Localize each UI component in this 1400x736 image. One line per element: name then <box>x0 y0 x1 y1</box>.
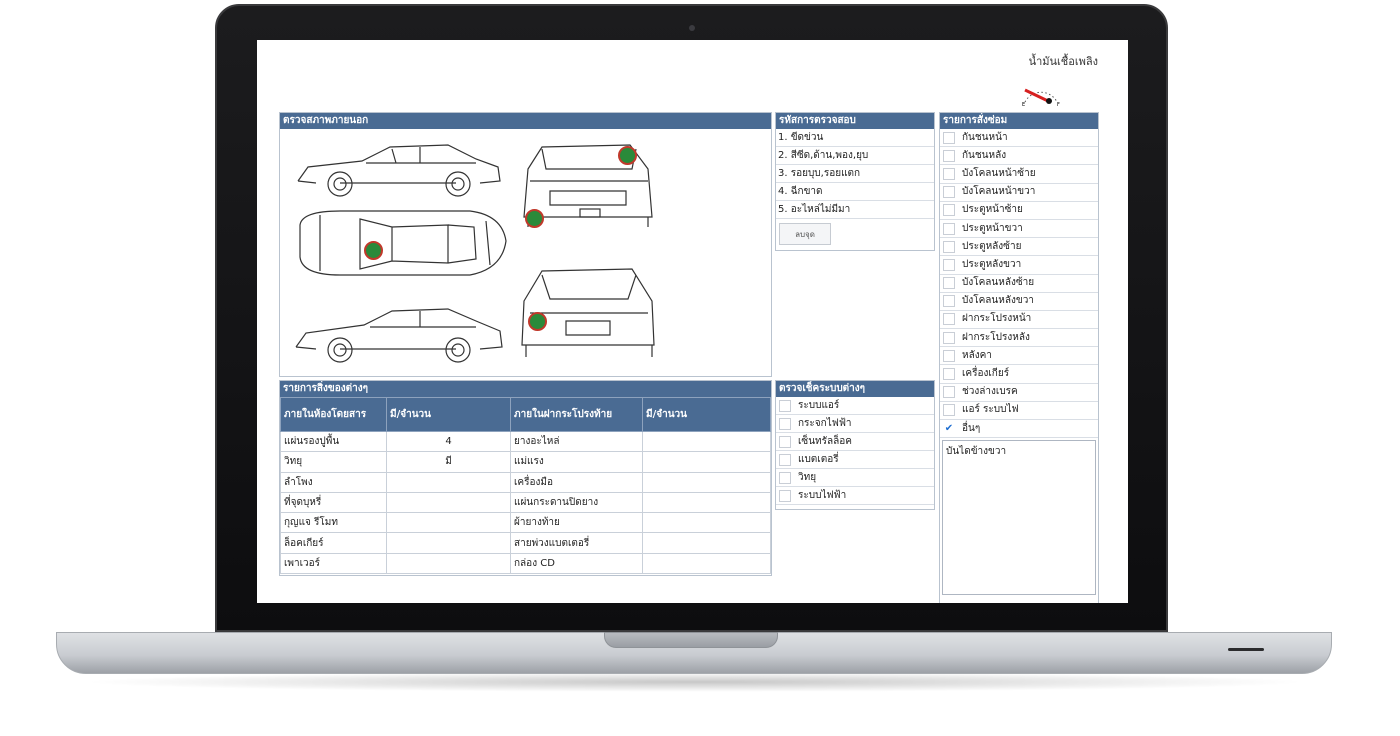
cabin-qty-cell[interactable] <box>387 472 511 492</box>
webcam <box>689 25 695 31</box>
table-row <box>281 432 771 452</box>
table-header-row <box>281 398 771 432</box>
repair-item-label: ประตูหน้าซ้าย <box>962 204 1023 216</box>
trunk-item: กล่อง CD <box>511 553 643 573</box>
system-item-label: ระบบแอร์ <box>798 399 840 411</box>
table-row <box>281 452 771 472</box>
repair-item-label: แอร์ ระบบไฟ <box>962 404 1019 416</box>
checkbox[interactable] <box>943 386 955 398</box>
repair-item[interactable] <box>940 238 1098 256</box>
repair-item[interactable] <box>940 220 1098 238</box>
code-item[interactable]: 1. ขีดข่วน <box>776 129 934 147</box>
system-item-label: แบตเตอรี่ <box>798 453 839 465</box>
laptop-notch <box>604 632 778 648</box>
items-panel <box>279 380 772 576</box>
laptop-shadow <box>80 672 1310 692</box>
trunk-item: แม่แรง <box>511 452 643 472</box>
trunk-qty-cell[interactable] <box>643 472 771 492</box>
car-outline-icon <box>280 129 771 376</box>
checkbox[interactable] <box>943 132 955 144</box>
repair-item[interactable] <box>940 420 1098 438</box>
repair-item[interactable] <box>940 184 1098 202</box>
cabin-item: ล็อคเกียร์ <box>281 533 387 553</box>
system-item[interactable] <box>776 415 934 433</box>
system-item[interactable] <box>776 451 934 469</box>
cabin-qty-cell[interactable] <box>387 492 511 512</box>
repair-item[interactable] <box>940 147 1098 165</box>
code-item[interactable]: 2. สีซีด,ด้าน,พอง,ยุบ <box>776 147 934 165</box>
repair-item-label: ช่วงล่างเบรค <box>962 386 1018 398</box>
trunk-item: ผ้ายางท้าย <box>511 513 643 533</box>
damage-marker[interactable] <box>528 312 547 331</box>
table-row <box>281 472 771 492</box>
system-item-label: วิทยุ <box>798 471 817 483</box>
cabin-qty-cell[interactable]: มี <box>387 452 511 472</box>
damage-marker[interactable] <box>525 209 544 228</box>
repair-item-label: ประตูหลังซ้าย <box>962 240 1022 252</box>
trunk-item: สายพ่วงแบตเตอรี่ <box>511 533 643 553</box>
checkbox[interactable] <box>779 472 791 484</box>
cabin-qty-cell[interactable] <box>387 533 511 553</box>
column-header: ภายในฝากระโปรงท้าย <box>511 398 643 432</box>
repair-item[interactable] <box>940 365 1098 383</box>
exterior-title: ตรวจสภาพภายนอก <box>280 113 771 129</box>
repair-item[interactable] <box>940 329 1098 347</box>
system-check-panel <box>775 380 935 510</box>
checkbox[interactable] <box>943 295 955 307</box>
repair-item[interactable] <box>940 347 1098 365</box>
checkbox[interactable] <box>943 223 955 235</box>
repair-item[interactable] <box>940 311 1098 329</box>
system-item[interactable] <box>776 397 934 415</box>
repair-item[interactable] <box>940 402 1098 420</box>
trunk-qty-cell[interactable] <box>643 492 771 512</box>
checkbox[interactable] <box>779 418 791 430</box>
repair-item[interactable] <box>940 129 1098 147</box>
repair-item-label: บังโคลนหน้าขวา <box>962 186 1036 198</box>
repair-item[interactable] <box>940 202 1098 220</box>
repair-item-label: ประตูหน้าขวา <box>962 222 1023 234</box>
system-item-label: กระจกไฟฟ้า <box>798 417 852 429</box>
cabin-item: วิทยุ <box>281 452 387 472</box>
table-row <box>281 513 771 533</box>
checkbox[interactable] <box>943 186 955 198</box>
trunk-qty-cell[interactable] <box>643 533 771 553</box>
car-diagram[interactable] <box>280 129 771 376</box>
repair-item[interactable] <box>940 256 1098 274</box>
trunk-item: ยางอะไหล่ <box>511 432 643 452</box>
checkbox[interactable] <box>779 436 791 448</box>
cabin-item: ลำโพง <box>281 472 387 492</box>
codes-title: รหัสการตรวจสอบ <box>776 113 934 129</box>
code-item[interactable]: 3. รอยบุบ,รอยแตก <box>776 165 934 183</box>
system-item-label: ระบบไฟฟ้า <box>798 489 847 501</box>
checkbox[interactable] <box>943 277 955 289</box>
trunk-item: เครื่องมือ <box>511 472 643 492</box>
delete-point-button[interactable]: ลบจุด <box>779 223 831 245</box>
checkbox[interactable] <box>943 168 955 180</box>
trunk-item: แผ่นกระดานปิดยาง <box>511 492 643 512</box>
system-item[interactable] <box>776 487 934 505</box>
status-light <box>1228 648 1264 651</box>
repair-item-label: เครื่องเกียร์ <box>962 368 1010 380</box>
repair-item[interactable] <box>940 384 1098 402</box>
trunk-qty-cell[interactable] <box>643 452 771 472</box>
repair-item-label: กันชนหน้า <box>962 131 1008 143</box>
cabin-qty-cell[interactable] <box>387 513 511 533</box>
checkbox[interactable] <box>779 454 791 466</box>
cabin-item: ที่จุดบุหรี่ <box>281 492 387 512</box>
code-item[interactable]: 4. ฉีกขาด <box>776 183 934 201</box>
cabin-item: กุญแจ รีโมท <box>281 513 387 533</box>
items-title: รายการสิ่งของต่างๆ <box>280 381 771 397</box>
checkbox[interactable] <box>943 259 955 271</box>
checkbox[interactable] <box>943 404 955 416</box>
repair-item-label: บังโคลนหน้าซ้าย <box>962 167 1036 179</box>
code-item[interactable]: 5. อะไหล่ไม่มีมา <box>776 201 934 219</box>
repair-item-label: หลังคา <box>962 349 992 361</box>
repair-item[interactable] <box>940 165 1098 183</box>
other-note-textarea[interactable]: บันไดข้างขวา <box>942 440 1096 595</box>
inspection-codes-panel <box>775 112 935 251</box>
checkbox[interactable] <box>943 350 955 362</box>
table-row <box>281 553 771 573</box>
checkbox[interactable] <box>943 332 955 344</box>
system-item[interactable] <box>776 433 934 451</box>
checkbox[interactable] <box>779 490 791 502</box>
cabin-qty-cell[interactable]: 4 <box>387 432 511 452</box>
checkbox[interactable] <box>943 313 955 325</box>
damage-marker[interactable] <box>364 241 383 260</box>
table-row <box>281 492 771 512</box>
trunk-qty-cell[interactable] <box>643 432 771 452</box>
trunk-qty-cell[interactable] <box>643 513 771 533</box>
svg-text:F: F <box>1057 102 1060 106</box>
fuel-label: น้ำมันเชื้อเพลิง <box>1028 55 1098 68</box>
column-header: มี/จำนวน <box>643 398 771 432</box>
repair-item[interactable] <box>940 293 1098 311</box>
exterior-inspection-panel <box>279 112 772 377</box>
column-header: ภายในห้องโดยสาร <box>281 398 387 432</box>
cabin-item: แผ่นรองปูพื้น <box>281 432 387 452</box>
fuel-gauge-icon <box>1019 72 1063 106</box>
checkbox[interactable] <box>943 204 955 216</box>
checkbox[interactable] <box>943 241 955 253</box>
cabin-qty-cell[interactable] <box>387 553 511 573</box>
table-row <box>281 533 771 553</box>
svg-text:E: E <box>1022 102 1026 106</box>
items-table <box>280 397 771 574</box>
repair-item-label: อื่นๆ <box>962 422 981 434</box>
system-item[interactable] <box>776 469 934 487</box>
trunk-qty-cell[interactable] <box>643 553 771 573</box>
system-item-label: เซ็นทรัลล็อค <box>798 435 852 447</box>
repairs-title: รายการสั่งซ่อม <box>940 113 1098 129</box>
column-header: มี/จำนวน <box>387 398 511 432</box>
repair-item-label: กันชนหลัง <box>962 149 1007 161</box>
cabin-item: เพาเวอร์ <box>281 553 387 573</box>
repair-item-label: ฝากระโปรงหลัง <box>962 331 1030 343</box>
damage-marker[interactable] <box>618 146 637 165</box>
screen <box>257 40 1128 603</box>
systems-title: ตรวจเช็คระบบต่างๆ <box>776 381 934 397</box>
checkbox[interactable] <box>943 368 955 380</box>
repair-list-panel <box>939 112 1099 603</box>
repair-item-label: ประตูหลังขวา <box>962 258 1022 270</box>
checkbox[interactable] <box>943 150 955 162</box>
repair-item-label: บังโคลนหลังซ้าย <box>962 277 1035 289</box>
checkmark-icon[interactable]: ✔ <box>944 422 954 434</box>
repair-item[interactable] <box>940 275 1098 293</box>
repair-item-label: ฝากระโปรงหน้า <box>962 313 1032 325</box>
checkbox[interactable] <box>779 400 791 412</box>
repair-item-label: บังโคลนหลังขวา <box>962 295 1034 307</box>
